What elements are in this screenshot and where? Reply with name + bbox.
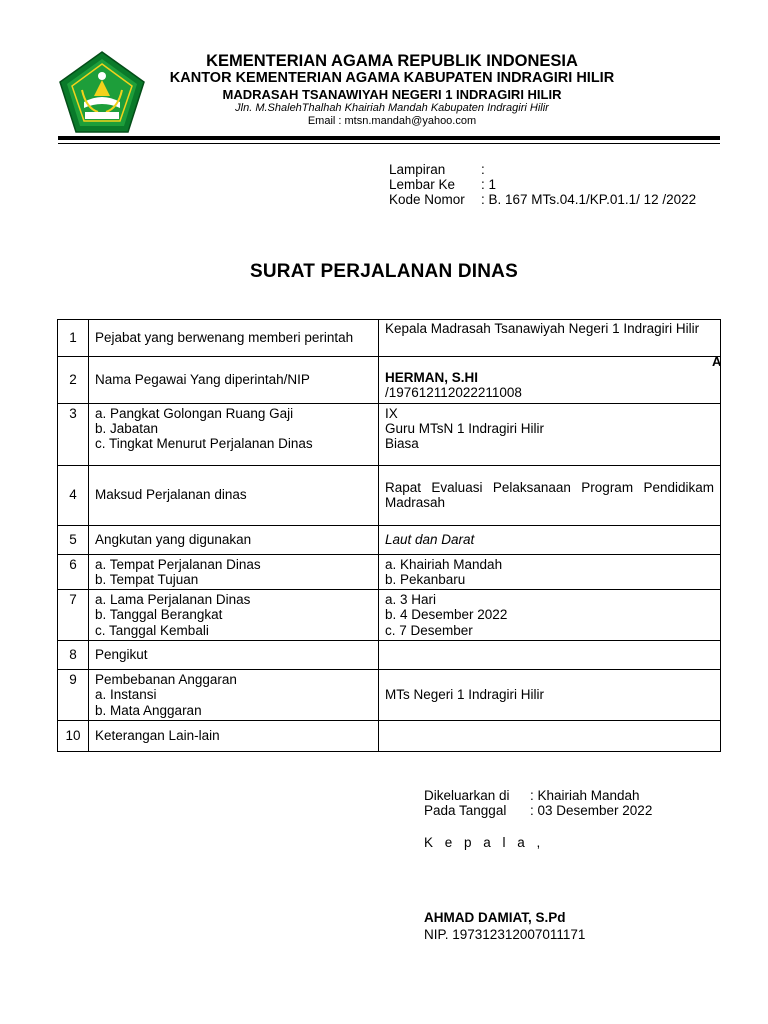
issued-label: Dikeluarkan di bbox=[424, 788, 510, 803]
row-number: 1 bbox=[58, 320, 89, 357]
office-name: KANTOR KEMENTERIAN AGAMA KABUPATEN INDRAGIRI HILIR bbox=[169, 70, 615, 86]
row-label: Maksud Perjalanan dinas bbox=[89, 465, 379, 525]
meta-kode bbox=[389, 193, 696, 207]
ministry-name: KEMENTERIAN AGAMA REPUBLIK INDONESIA bbox=[206, 52, 578, 70]
signer-nip: NIP. 197312312007011171 bbox=[424, 927, 586, 942]
row-number: 9 bbox=[58, 670, 89, 721]
row-value-c: Biasa bbox=[385, 436, 419, 452]
table-row bbox=[58, 670, 721, 721]
row-value bbox=[379, 720, 721, 751]
date-value: : 03 Desember 2022 bbox=[530, 803, 653, 818]
row-value: MTs Negeri 1 Indragiri Hilir bbox=[379, 670, 721, 721]
row-value-c: c. 7 Desember bbox=[385, 622, 473, 638]
row-number: 4 bbox=[58, 465, 89, 525]
row-value-a: a. 3 Hari bbox=[385, 592, 437, 608]
meta-lampiran bbox=[389, 163, 485, 177]
meta-lampiran-label: Lampiran bbox=[389, 162, 446, 177]
header-rule-thin bbox=[58, 143, 720, 144]
issued-date bbox=[424, 804, 652, 818]
row-number: 10 bbox=[58, 720, 89, 751]
issued-place bbox=[424, 789, 640, 803]
table-row bbox=[58, 465, 721, 525]
table-row bbox=[58, 525, 721, 554]
row-label bbox=[89, 403, 379, 465]
row-label bbox=[89, 554, 379, 590]
row-value bbox=[379, 403, 721, 465]
employee-nip: /197612112022211008 bbox=[385, 385, 522, 401]
table-row bbox=[58, 720, 721, 751]
row-label-c: c. Tanggal Kembali bbox=[95, 622, 209, 638]
school-email: Email : mtsn.mandah@yahoo.com bbox=[307, 115, 477, 127]
table-row bbox=[58, 320, 721, 357]
row-label bbox=[89, 590, 379, 641]
row-number: 6 bbox=[58, 554, 89, 590]
employee-name: HERMAN, S.HI bbox=[385, 370, 479, 385]
row-value bbox=[379, 357, 721, 404]
row-label-b: b. Tanggal Berangkat bbox=[95, 607, 223, 623]
row-value: Rapat Evaluasi Pelaksanaan Program Pendidikam Madrasah bbox=[379, 465, 721, 525]
row-label-b: b. Tempat Tujuan bbox=[95, 571, 199, 587]
row-number: 8 bbox=[58, 641, 89, 670]
row-value: Laut dan Darat bbox=[379, 525, 721, 554]
row-number: 3 bbox=[58, 403, 89, 465]
row-value-b: b. Pekanbaru bbox=[385, 571, 466, 587]
date-label: Pada Tanggal bbox=[424, 803, 507, 818]
row-label-a: a. Lama Perjalanan Dinas bbox=[95, 592, 251, 608]
signer-name: AHMAD DAMIAT, S.Pd bbox=[424, 910, 566, 925]
row-label: Pengikut bbox=[89, 641, 379, 670]
row-label bbox=[89, 670, 379, 721]
row-number: 5 bbox=[58, 525, 89, 554]
row-value: Kepala Madrasah Tsanawiyah Negeri 1 Indragiri Hilir bbox=[379, 320, 721, 357]
table-row bbox=[58, 641, 721, 670]
row-label-c: c. Tingkat Menurut Perjalanan Dinas bbox=[95, 436, 313, 452]
row-value-a: IX bbox=[385, 405, 398, 421]
table-row bbox=[58, 590, 721, 641]
travel-details-table bbox=[57, 319, 720, 752]
row-label: Angkutan yang digunakan bbox=[89, 525, 379, 554]
meta-lampiran-value: : bbox=[481, 162, 485, 177]
meta-lembar-value: : 1 bbox=[481, 177, 497, 192]
school-name: MADRASAH TSANAWIYAH NEGERI 1 INDRAGIRI HILIR bbox=[222, 87, 562, 102]
meta-kode-value: : B. 167 MTs.04.1/KP.01.1/ 12 /2022 bbox=[481, 192, 697, 207]
row-label-main: Pembebanan Anggaran bbox=[95, 672, 237, 688]
stray-mark: A bbox=[712, 354, 722, 369]
row-label: Keterangan Lain-lain bbox=[89, 720, 379, 751]
row-label-a: a. Tempat Perjalanan Dinas bbox=[95, 556, 261, 572]
row-number: 7 bbox=[58, 590, 89, 641]
row-value-b: Guru MTsN 1 Indragiri Hilir bbox=[385, 420, 545, 436]
row-label-a: a. Instansi bbox=[95, 687, 157, 703]
school-address: Jln. M.ShalehThalhah Khairiah Mandah Kabupaten Indragiri Hilir bbox=[235, 102, 549, 114]
meta-lembar-label: Lembar Ke bbox=[389, 177, 456, 192]
table-row bbox=[58, 403, 721, 465]
ministry-logo bbox=[58, 50, 146, 134]
row-value-a: a. Khairiah Mandah bbox=[385, 556, 503, 572]
signer-position: K e p a l a , bbox=[424, 835, 545, 850]
row-label-b: b. Mata Anggaran bbox=[95, 702, 202, 718]
row-value-b: b. 4 Desember 2022 bbox=[385, 607, 508, 623]
row-value bbox=[379, 590, 721, 641]
row-label: Nama Pegawai Yang diperintah/NIP bbox=[89, 357, 379, 404]
document-title: SURAT PERJALANAN DINAS bbox=[250, 261, 518, 282]
row-label-a: a. Pangkat Golongan Ruang Gaji bbox=[95, 405, 294, 421]
issued-value: : Khairiah Mandah bbox=[530, 788, 640, 803]
table-row bbox=[58, 554, 721, 590]
table-row bbox=[58, 357, 721, 404]
meta-lembar bbox=[389, 178, 496, 192]
header-rule-thick bbox=[58, 136, 720, 140]
row-number: 2 bbox=[58, 357, 89, 404]
row-label-b: b. Jabatan bbox=[95, 420, 159, 436]
meta-kode-label: Kode Nomor bbox=[389, 192, 465, 207]
row-label: Pejabat yang berwenang memberi perintah bbox=[89, 320, 379, 357]
row-value bbox=[379, 554, 721, 590]
row-value bbox=[379, 641, 721, 670]
